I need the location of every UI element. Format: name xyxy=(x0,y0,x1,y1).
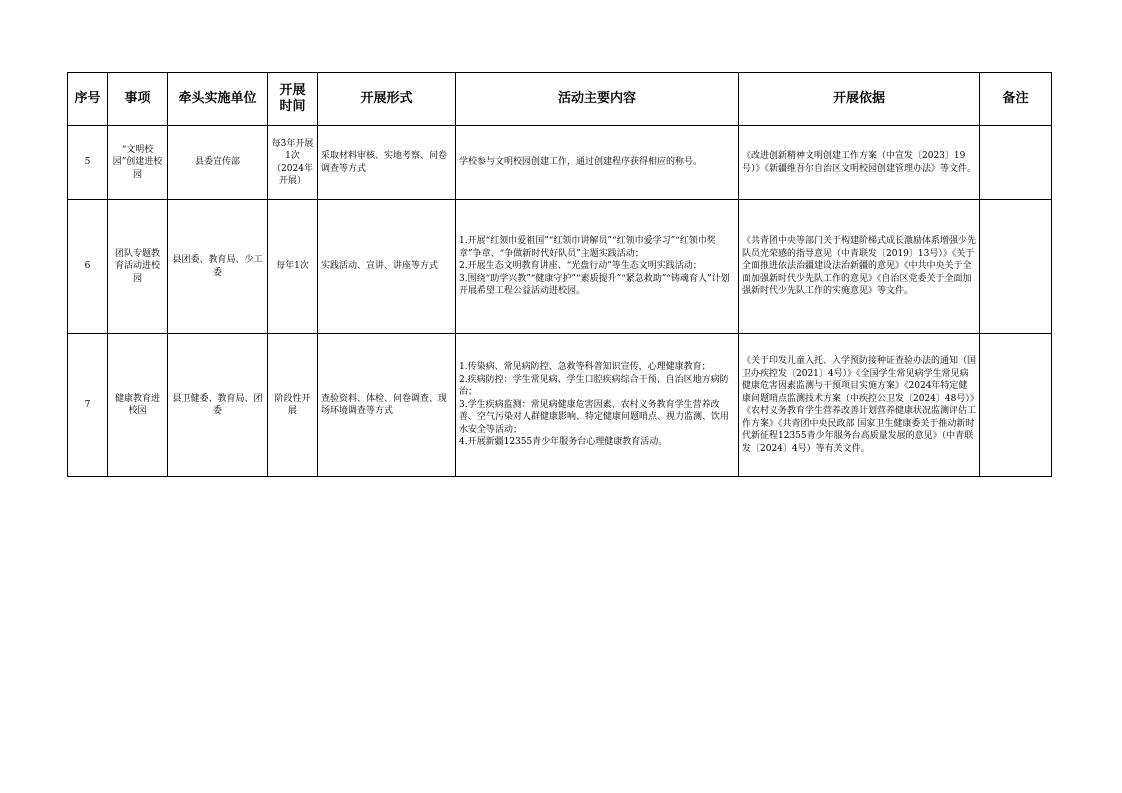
cell-remark xyxy=(980,200,1052,334)
cell-unit: 县委宣传部 xyxy=(168,126,268,200)
content-line: 2.开展生态文明教育讲座、“光盘行动”等生态文明实践活动； xyxy=(459,261,702,272)
table-row xyxy=(68,200,1052,334)
cell-item: 团队专题教育活动进校园 xyxy=(108,200,168,334)
header-basis: 开展依据 xyxy=(739,73,980,126)
cell-time: 阶段性开展 xyxy=(268,334,318,477)
content-line: 1.开展“红领巾爱祖国”“红领巾讲解员”“红领巾爱学习”“红领巾奖章”争章、“争做新时代好队员”主题实践活动； xyxy=(459,236,716,259)
header-time xyxy=(268,73,318,126)
cell-seq: 7 xyxy=(68,334,108,477)
cell-item: “文明校园”创建进校园 xyxy=(108,126,168,200)
header-seq: 序号 xyxy=(68,73,108,126)
cell-basis: 《共青团中央等部门关于构建阶梯式成长激励体系增强少先队员光荣感的指导意见（中青联发〔2019〕13号）》《关于全面推进依法治疆建设法治新疆的意见》《中共中央关于全面加强新时代少先队工作的意见》《自治区党委关于全面加强新时代少先队工作的实施意见》等文件。 xyxy=(739,200,980,334)
header-row xyxy=(68,73,1052,126)
cell-item: 健康教育进校园 xyxy=(108,334,168,477)
content-line: 1.传染病、常见病防控、急救等科普知识宣传，心理健康教育； xyxy=(459,362,711,373)
cell-content xyxy=(456,126,739,200)
cell-form: 查验资料、体检、问卷调查、现场环境调查等方式 xyxy=(318,334,456,477)
cell-seq: 5 xyxy=(68,126,108,200)
activity-table xyxy=(67,72,1052,477)
content-line: 学校参与文明校园创建工作，通过创建程序获得相应的称号。 xyxy=(459,157,703,168)
header-form: 开展形式 xyxy=(318,73,456,126)
cell-time: 每年1次 xyxy=(268,200,318,334)
cell-remark xyxy=(980,334,1052,477)
content-line: 3.围绕“助学兴教”“健康守护”“素质提升”“紧急救助”“铸魂育人”计划开展希望工程公益活动进校园。 xyxy=(459,273,730,297)
cell-form: 实践活动、宣讲、讲座等方式 xyxy=(318,200,456,334)
header-time-line1: 开展 xyxy=(279,83,306,98)
cell-remark xyxy=(980,126,1052,200)
header-unit: 牵头实施单位 xyxy=(168,73,268,126)
content-line: 3.学生疾病监测：常见病健康危害因素、农村义务教育学生营养改善、空气污染对人群健康影响、特定健康问题哨点、视力监测、饮用水安全等活动； xyxy=(459,399,730,435)
cell-basis: 《关于印发儿童入托、入学预防接种证查验办法的通知（国卫办疾控发〔2021〕4号）》《全国学生常见病学生常见病健康危害因素监测与干预项目实施方案》《2024年特定健康问题哨点监测技术方案（中疾控公卫发〔2024〕48号）》《农村义务教育学生营养改善计划营养健康状况监测评估工作方案》《共青团中央民政部 国家卫生健康委关于推动新时代新征程12355青少年服务台高质量发展的意见》（中青联发〔2024〕4号）等有关文件。 xyxy=(739,334,980,477)
cell-unit: 县团委、教育局、少工委 xyxy=(168,200,268,334)
header-content: 活动主要内容 xyxy=(456,73,739,126)
cell-time: 每3年开展1次（2024年开展） xyxy=(268,126,318,200)
header-time-line2: 时间 xyxy=(279,99,306,114)
header-item: 事项 xyxy=(108,73,168,126)
cell-basis: 《改进创新精神文明创建工作方案（中宣发〔2023〕19号）》《新疆维吾尔自治区文明校园创建管理办法》等文件。 xyxy=(739,126,980,200)
cell-seq: 6 xyxy=(68,200,108,334)
content-line: 2.疾病防控：学生常见病、学生口腔疾病综合干预、自治区地方病防治； xyxy=(459,374,729,398)
header-remark: 备注 xyxy=(980,73,1052,126)
cell-content xyxy=(456,334,739,477)
cell-content xyxy=(456,200,739,334)
content-line: 4.开展新疆12355青少年服务台心理健康教育活动。 xyxy=(459,437,668,448)
table-row xyxy=(68,126,1052,200)
cell-unit: 县卫健委、教育局、团委 xyxy=(168,334,268,477)
cell-form: 采取材料审核、实地考察、问卷调查等方式 xyxy=(318,126,456,200)
table-row xyxy=(68,334,1052,477)
